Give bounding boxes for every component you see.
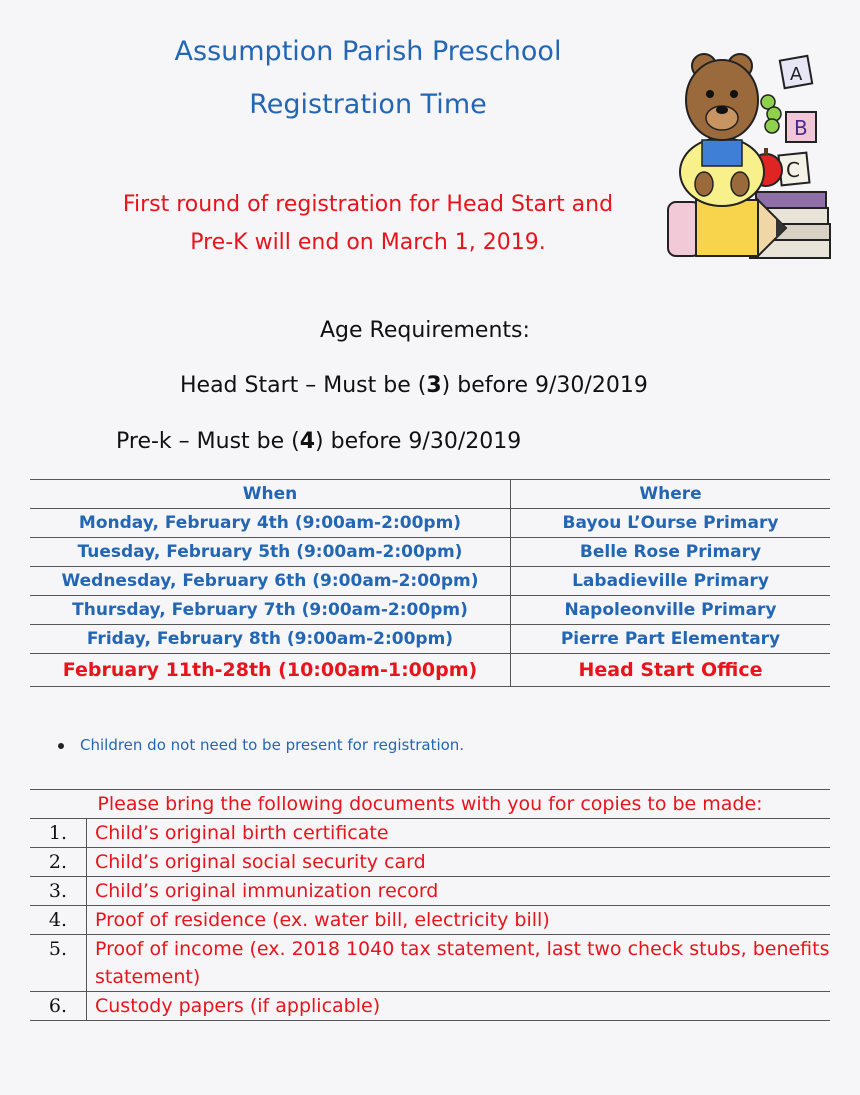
row-where: Bayou L’Ourse Primary (511, 509, 831, 538)
block-letter-c: C (786, 158, 800, 182)
row-where: Napoleonville Primary (511, 596, 831, 625)
item-text: Proof of residence (ex. water bill, electricity bill) (87, 906, 831, 935)
table-row (30, 538, 830, 567)
table-header-row (30, 480, 830, 509)
page-subtitle: Registration Time (249, 89, 487, 120)
item-text: Child’s original social security card (87, 848, 831, 877)
documents-heading: Please bring the following documents with you for copies to be made: (30, 790, 830, 819)
documents-table (30, 789, 830, 1021)
header-when: When (30, 480, 511, 509)
item-number: 4. (30, 906, 87, 935)
age-requirements-heading: Age Requirements: (320, 318, 530, 343)
table-row (30, 625, 830, 654)
list-item (30, 819, 830, 848)
page-title: Assumption Parish Preschool (174, 36, 562, 67)
block-letter-b: B (794, 116, 808, 140)
item-number: 2. (30, 848, 87, 877)
head-start-requirement: Head Start – Must be (3) before 9/30/2019 (180, 373, 648, 398)
header-where: Where (511, 480, 831, 509)
prek-requirement: Pre-k – Must be (4) before 9/30/2019 (116, 429, 522, 454)
bullet-icon (58, 743, 64, 749)
row-where: Belle Rose Primary (511, 538, 831, 567)
table-row (30, 567, 830, 596)
item-text: Child’s original birth certificate (87, 819, 831, 848)
item-number: 6. (30, 992, 87, 1021)
deadline-note-line1: First round of registration for Head Start and (122, 192, 614, 217)
row-when: Tuesday, February 5th (9:00am-2:00pm) (30, 538, 511, 567)
row-where: Head Start Office (511, 654, 831, 687)
deadline-note-line2: Pre-K will end on March 1, 2019. (190, 230, 546, 255)
block-letter-a: A (790, 64, 803, 85)
item-text: Proof of income (ex. 2018 1040 tax statement, last two check stubs, benefits statement) (87, 935, 831, 992)
item-number: 3. (30, 877, 87, 906)
table-row (30, 596, 830, 625)
row-when: Monday, February 4th (9:00am-2:00pm) (30, 509, 511, 538)
head-start-age: 3 (426, 373, 442, 398)
row-where: Pierre Part Elementary (511, 625, 831, 654)
item-text: Child’s original immunization record (87, 877, 831, 906)
registration-schedule-table (30, 479, 830, 687)
row-when: February 11th-28th (10:00am-1:00pm) (30, 654, 511, 687)
table-row (30, 654, 830, 687)
teddy-bear-icon (664, 44, 832, 262)
bullet-note: Children do not need to be present for registration. (58, 736, 464, 754)
row-when: Thursday, February 7th (9:00am-2:00pm) (30, 596, 511, 625)
row-when: Friday, February 8th (9:00am-2:00pm) (30, 625, 511, 654)
item-number: 1. (30, 819, 87, 848)
list-item (30, 992, 830, 1021)
item-number: 5. (30, 935, 87, 992)
teddy-bear-clipart (664, 44, 832, 262)
documents-heading-row (30, 790, 830, 819)
list-item (30, 877, 830, 906)
list-item (30, 848, 830, 877)
row-when: Wednesday, February 6th (9:00am-2:00pm) (30, 567, 511, 596)
list-item (30, 935, 830, 992)
item-text: Custody papers (if applicable) (87, 992, 831, 1021)
row-where: Labadieville Primary (511, 567, 831, 596)
prek-age: 4 (299, 429, 316, 454)
list-item (30, 906, 830, 935)
table-row (30, 509, 830, 538)
